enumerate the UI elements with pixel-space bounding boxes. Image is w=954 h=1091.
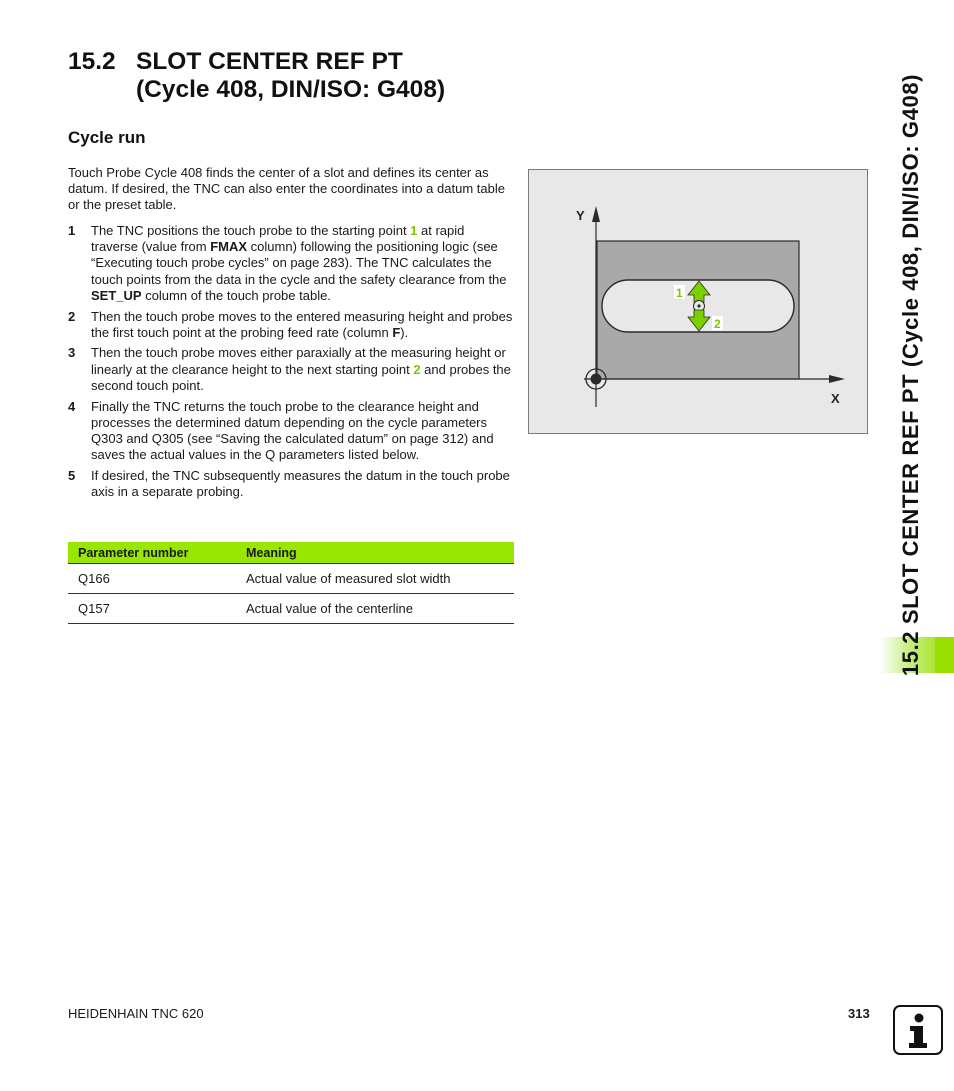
- step-text: column of the touch probe table.: [141, 287, 331, 303]
- title-line-2: (Cycle 408, DIN/ISO: G408): [136, 76, 446, 103]
- side-tab-block: [935, 637, 954, 673]
- info-icon: [893, 1005, 943, 1055]
- parameter-table: [68, 542, 514, 624]
- step-text: If desired, the TNC subsequently measures the datum in the touch probe axis in a separate probing.: [91, 467, 510, 500]
- step-text: Finally the TNC returns the touch probe to the clearance height and processes the determined datum depending on the cycle parameters Q303 and Q305 (see “Saving the calculated datum” on page 312) and saves the actual values in the Q parameters listed below.: [91, 398, 494, 463]
- steps-list: [68, 223, 514, 505]
- step-text: The TNC positions the touch probe to the starting point: [91, 223, 411, 238]
- keyword: FMAX: [210, 239, 248, 255]
- step-number: 2: [68, 308, 76, 324]
- y-axis-label: Y: [576, 208, 585, 223]
- footer-product: HEIDENHAIN TNC 620: [68, 1006, 204, 1021]
- point-ref: 1: [410, 223, 418, 238]
- step-item: [68, 468, 514, 500]
- point1-label: 1: [676, 286, 683, 300]
- step-number: 3: [68, 345, 76, 361]
- step-text: Then the touch probe moves to the entered measuring height and probes the first touch point at the probing feed rate (column: [91, 308, 513, 340]
- table-row: [68, 594, 514, 624]
- step-text: and probes the second touch point.: [91, 361, 511, 393]
- section-number: 15.2: [68, 48, 116, 75]
- x-axis-label: X: [831, 391, 840, 406]
- cycle-figure: [528, 169, 868, 434]
- page-number: 313: [848, 1006, 870, 1021]
- y-axis-arrow: [592, 206, 600, 222]
- step-number: 5: [68, 467, 76, 483]
- step-item: [68, 345, 514, 394]
- table-header-row: [68, 542, 514, 564]
- side-tab-text: 15.2 SLOT CENTER REF PT (Cycle 408, DIN/ISO: G408): [898, 73, 923, 677]
- column-header: Meaning: [236, 542, 514, 564]
- step-number: 1: [68, 223, 76, 238]
- table-cell: Actual value of the centerline: [236, 594, 514, 624]
- point-ref: 2: [413, 361, 421, 377]
- table-cell: Q157: [68, 594, 236, 624]
- step-number: 4: [68, 398, 76, 414]
- x-axis-arrow: [829, 375, 845, 383]
- section-title: [68, 48, 445, 104]
- subheading: Cycle run: [68, 128, 146, 147]
- cycle-diagram: [529, 170, 869, 435]
- title-line-1: SLOT CENTER REF PT: [136, 48, 403, 75]
- step-text: column) following the positioning logic (see “Executing touch probe cycles” on page 283). The TNC calculates the touch points from the data in the cycle and the safety clearance from the: [91, 239, 507, 287]
- keyword: F: [392, 324, 401, 340]
- intro-paragraph: Touch Probe Cycle 408 finds the center of a slot and defines its center as datum. If desired, the TNC can also enter the coordinates into a datum table or the preset table.: [68, 165, 505, 213]
- step-text: Then the touch probe moves either paraxially at the measuring height or linearly at the clearance height to the next starting point: [91, 345, 506, 377]
- info-glyph: [895, 1007, 941, 1053]
- step-item: [68, 399, 514, 464]
- step-text: at rapid traverse (value from: [91, 223, 465, 255]
- step-item: [68, 309, 514, 341]
- table-row: [68, 564, 514, 594]
- step-item: [68, 223, 514, 304]
- step-text: ).: [400, 324, 409, 340]
- point2-label: 2: [714, 317, 721, 331]
- table-cell: Q166: [68, 564, 236, 594]
- column-header: Parameter number: [68, 542, 236, 564]
- table-cell: Actual value of measured slot width: [236, 564, 514, 594]
- keyword: SET_UP: [91, 287, 142, 303]
